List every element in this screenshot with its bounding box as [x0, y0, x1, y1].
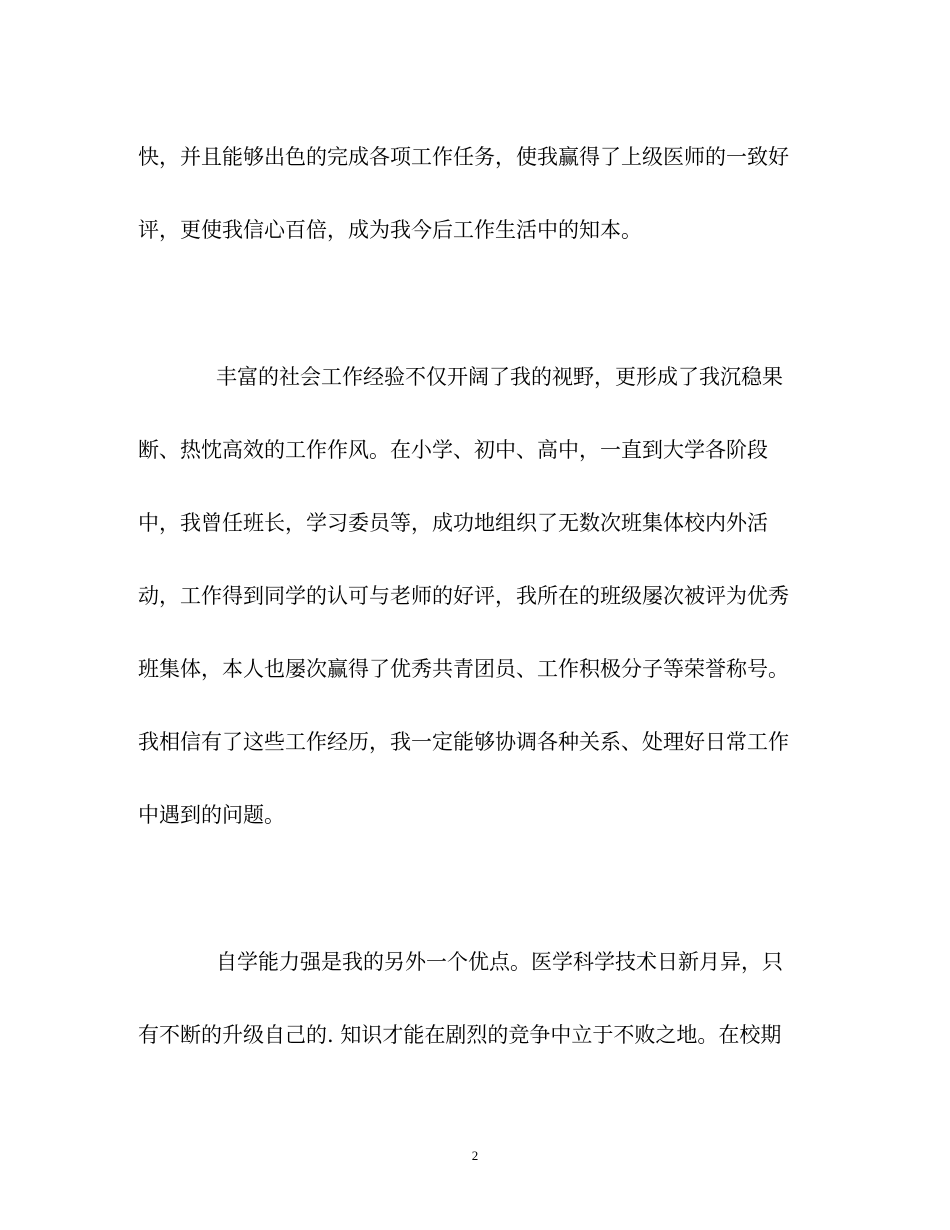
paragraph-3-line-2: 有不断的升级自己的. 知识才能在剧烈的竞争中立于不败之地。在校期	[138, 1023, 782, 1047]
paragraph-2-line-6: 我相信有了这些工作经历，我一定能够协调各种关系、处理好日常工作	[138, 730, 789, 754]
paragraph-2-line-5: 班集体，本人也屡次赢得了优秀共青团员、工作积极分子等荣誉称号。	[138, 657, 789, 681]
paragraph-1-line-2: 评，更使我信心百倍，成为我今后工作生活中的知本。	[138, 218, 642, 242]
paragraph-2-line-4: 动，工作得到同学的认可与老师的好评，我所在的班级屡次被评为优秀	[138, 584, 789, 608]
paragraph-2-line-7: 中遇到的问题。	[138, 803, 285, 827]
paragraph-2-line-3: 中，我曾任班长，学习委员等，成功地组织了无数次班集体校内外活	[138, 511, 768, 535]
page-number: 2	[471, 1148, 479, 1163]
paragraph-2-line-2: 断、热忱高效的工作作风。在小学、初中、高中，一直到大学各阶段	[138, 438, 768, 462]
paragraph-2-line-1: 丰富的社会工作经验不仅开阔了我的视野，更形成了我沉稳果	[216, 365, 783, 389]
paragraph-3-line-1: 自学能力强是我的另外一个优点。医学科学技术日新月异，只	[216, 950, 783, 974]
paragraph-1-line-1: 快，并且能够出色的完成各项工作任务，使我赢得了上级医师的一致好	[138, 145, 789, 169]
